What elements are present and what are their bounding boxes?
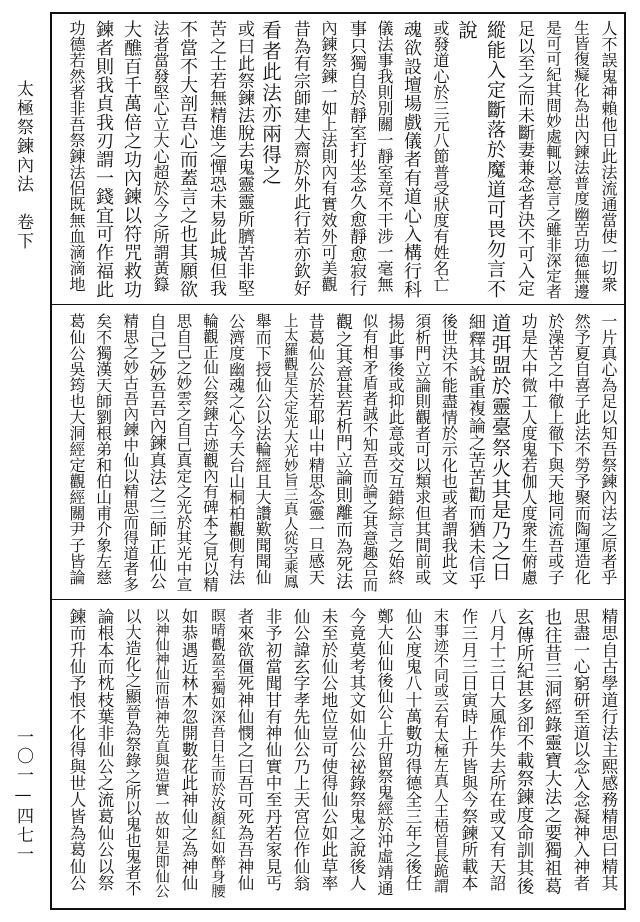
text-column: 仙公度鬼八十萬數功得德全三年之後任 bbox=[403, 608, 422, 892]
text-column: 苦之士若無精進之憚恐未易此城但我 bbox=[206, 20, 226, 297]
text-column: 觀之其意甚若析門立論則離而為死法 bbox=[331, 313, 352, 590]
text-column: 內鍊祭鍊一如上法則內有實效外可美觀 bbox=[319, 20, 338, 292]
text-column: 一片真心為足以知吾祭鍊內法之原者乎 bbox=[598, 313, 618, 585]
text-column: 說 bbox=[455, 20, 478, 41]
text-column: 縱能入定斷落於魔道可畏勿言不 bbox=[484, 20, 506, 299]
text-column: 仙公諱玄字孝先仙公乃上天宮位作仙翁 bbox=[291, 608, 310, 892]
text-column: 不當不大剖吾心而蓋言之也其願欲 bbox=[177, 20, 198, 299]
text-column: 公濟度幽魂之心今天台山桐柏觀側有法 bbox=[226, 313, 246, 585]
text-column: 似有相矛盾者誠不知吾而論之其意趣合而 bbox=[360, 313, 379, 592]
text-column: 須析門立論則觀者可以類求但其間前或 bbox=[412, 313, 432, 585]
text-column: 事只獨自於靜室打坐念久愈靜愈寂行 bbox=[346, 20, 366, 297]
text-column: 以大造化之顯晉為祭錄之所以鬼也鬼者不 bbox=[123, 608, 142, 896]
text-column: 八月十三日大風作失去所在或又有天詔 bbox=[487, 608, 506, 892]
text-column: 論根本而枕枝葉非仙公之流葛仙公以祭 bbox=[95, 608, 114, 892]
text-column: 者來欲僵死神仙憫之曰吾可死為吾神仙 bbox=[235, 608, 254, 892]
text-column: 精思之妙古吾內鍊中仙以精思而得道者多 bbox=[121, 313, 140, 592]
text-column: 功德若然者非吾祭鍊法侶既無血滴滴地 bbox=[67, 20, 86, 292]
text-column: 今竟莫考其文如仙公祕錄祭鬼之說後人 bbox=[347, 608, 366, 892]
text-column: 後世決不能盡情於示化也或者謂我此文 bbox=[439, 313, 459, 585]
text-column: 人不誤鬼神賴他日此法流通當使一切衆 bbox=[599, 20, 618, 292]
panel-divider-2 bbox=[52, 599, 624, 600]
text-column: 或發道心於三元八節普受狀度有姓名亡 bbox=[431, 20, 450, 292]
text-column: 輪觀正仙公祭鍊古迹觀內有碑本之見以精 bbox=[200, 313, 219, 592]
text-column: 細釋其說重複論之苦苦勸而猶未信乎 bbox=[464, 313, 485, 590]
text-column: 如恭遇近林木忽開數花此神仙之為神仙 bbox=[179, 608, 198, 892]
text-column: 思盡一心窮研至道以念入念凝神入神者 bbox=[571, 608, 590, 892]
text-column: 未至於仙公地位豈可使得仙公如此草率 bbox=[319, 608, 338, 892]
text-column: 昔葛仙公於若耶山中精思念靈一旦感天 bbox=[306, 313, 326, 585]
text-column: 精思自古學道行法主熙感務精思曰精其 bbox=[599, 608, 618, 892]
text-panel-top bbox=[60, 20, 616, 298]
text-column: 生皆復癡化為出內鍊法普度幽苦功德無邊 bbox=[572, 20, 590, 299]
text-column: 舉而下授仙公以法輪經且大讚歎聞聞仙 bbox=[253, 313, 273, 585]
text-column: 玄傳所紀甚多卻不載祭鍊度命訓其後 bbox=[514, 608, 534, 896]
text-column: 作三月三日寅時上升皆與今祭鍊所載本 bbox=[459, 608, 478, 892]
text-column: 道弭盟於靈臺祭火其是乃之日 bbox=[488, 313, 512, 583]
text-column: 是可可紀其間妙處輒以意言之雖非深定者 bbox=[544, 20, 562, 299]
text-column: 於澡苦之中徹上徹下與天地同流吾或子 bbox=[545, 313, 565, 585]
text-column: 鍊而升仙予恨不化得與世人皆為葛仙公 bbox=[67, 608, 86, 892]
text-column: 矣不獨漢天師劉根弟和伯山甫介象左慈 bbox=[93, 313, 113, 585]
text-column: 鍊者則我貞我刃謂一錢宜可作福此 bbox=[93, 20, 114, 299]
text-column: 揚此事後或抑此意或交互錯綜言之始終 bbox=[386, 313, 406, 585]
text-column: 瞑晴觀盈至獨如深吾日生而於汝顏紅如醉身腰 bbox=[209, 608, 225, 898]
text-panel-bottom bbox=[60, 608, 616, 900]
text-column: 然予夏自喜子此法不勞予聚而陶運造化 bbox=[572, 313, 592, 585]
text-column: 非予初當聞甘有神仙實中至丹若家見丐 bbox=[263, 608, 282, 892]
text-column: 魂欲設壇場戲儀者有道心入構行科 bbox=[401, 20, 422, 299]
text-column: 大醮百千萬倍之功內鍊以符咒救功 bbox=[121, 20, 142, 299]
text-column: 儀法事我則別關一靜室竟不干涉一毫無 bbox=[375, 20, 394, 292]
text-column: 上太羅觀是天定光大光妙旨三真人從空乘鳳 bbox=[281, 313, 298, 589]
page-frame bbox=[50, 12, 626, 910]
text-column: 末事迹不同或云有太極左真人王梧首長跪謂 bbox=[432, 608, 450, 893]
text-column: 鄭大仙仙後仙公上升留祭鬼經於沖虛靖通 bbox=[375, 608, 394, 896]
text-column: 看者此法亦兩得之 bbox=[259, 20, 282, 186]
text-column: 昔為有宗師建大齋於外此行若亦欽好 bbox=[290, 20, 310, 297]
margin-page-number: 一〇一—四七一 bbox=[13, 728, 33, 864]
text-column: 葛仙公吳筠也大洞經定觀經關尹子皆論 bbox=[67, 313, 86, 585]
text-column: 以神仙神仙而悟神先直與造實一故如是即仙公 bbox=[153, 608, 169, 898]
text-column: 自己之妙吾吾內鍊真法之三師正仙公 bbox=[145, 313, 166, 590]
text-column: 也往昔三洞經錄靈寶大法之要獨祖葛 bbox=[542, 608, 562, 896]
text-column: 功是大中微工人度鬼若伽人度衆生俯慮 bbox=[519, 313, 539, 585]
text-panel-middle bbox=[60, 313, 616, 593]
margin-book-title: 太極祭鍊內法 卷下 bbox=[13, 80, 33, 251]
text-column: 或曰此祭鍊法脫去鬼靈靈所臍苦非堅 bbox=[234, 20, 254, 297]
text-column: 足以至之而未斷妻兼念者決不可入定 bbox=[514, 20, 534, 297]
panel-divider-1 bbox=[52, 304, 624, 305]
text-column: 思自己之妙雲之自己真定之光於其光中宣 bbox=[174, 313, 193, 592]
text-column: 法者當發堅心立大心超於今之所謂黃籙 bbox=[151, 20, 170, 292]
